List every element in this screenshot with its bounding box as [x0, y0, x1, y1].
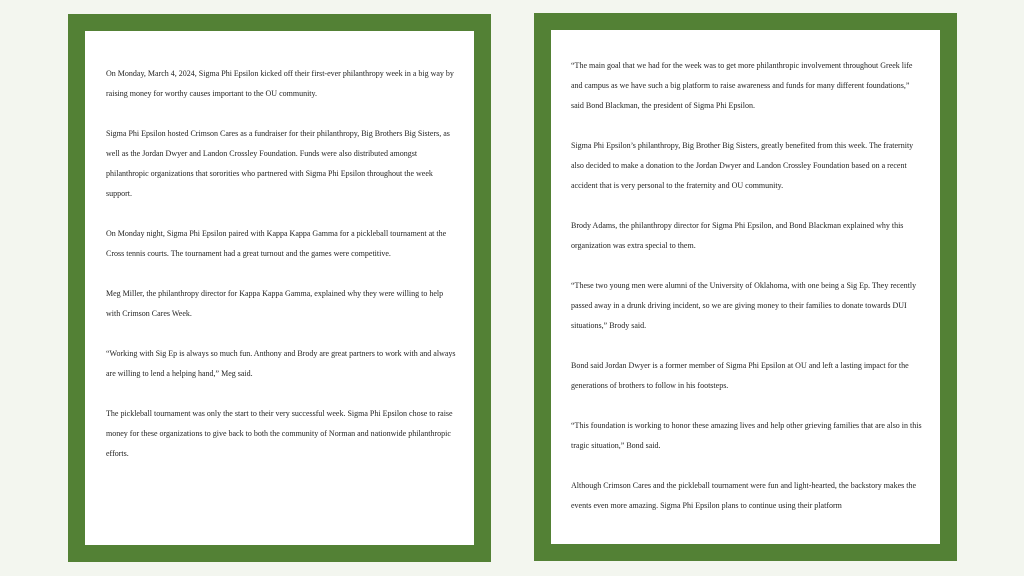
paragraph: Bond said Jordan Dwyer is a former member of Sigma Phi Epsilon at OU and left a lasting impact for the generations of brothers to follow in his footsteps. [571, 361, 909, 390]
paragraph: Sigma Phi Epsilon’s philanthropy, Big Brother Big Sisters, greatly benefited from this week. The fraternity also decided to make a donation to the Jordan Dwyer and Landon Crossley Foundation based on a recent accident that is very personal to the fraternity and OU community. [571, 141, 914, 190]
paragraph: On Monday, March 4, 2024, Sigma Phi Epsilon kicked off their first-ever philanthropy week in a big way by raising money for worthy causes important to the OU community. [106, 69, 454, 98]
paragraph: “The main goal that we had for the week was to get more philanthropic involvement throughout Greek life and campus as we have such a big platform to raise awareness and funds for many different foundations,” said Bond Blackman, the president of Sigma Phi Epsilon. [571, 61, 913, 110]
left-page-frame [68, 14, 491, 562]
left-page-body [106, 64, 456, 484]
paragraph: Sigma Phi Epsilon hosted Crimson Cares as a fundraiser for their philanthropy, Big Brothers Big Sisters, as well as the Jordan Dwyer and Landon Crossley Foundation. Funds were also distributed amongst philanthropic organizations that sororities who partnered with Sigma Phi Epsilon throughout the week support. [106, 129, 450, 198]
paragraph: Meg Miller, the philanthropy director for Kappa Kappa Gamma, explained why they were willing to help with Crimson Cares Week. [106, 289, 444, 318]
paragraph: “Working with Sig Ep is always so much fun. Anthony and Brody are great partners to work with and always are willing to lend a helping hand,” Meg said. [106, 349, 456, 378]
paragraph: “This foundation is working to honor these amazing lives and help other grieving families that are also in this tragic situation,” Bond said. [571, 421, 922, 450]
paragraph: On Monday night, Sigma Phi Epsilon paired with Kappa Kappa Gamma for a pickleball tournament at the Cross tennis courts. The tournament had a great turnout and the games were competitive. [106, 229, 447, 258]
left-page [85, 31, 474, 545]
paragraph: Brody Adams, the philanthropy director for Sigma Phi Epsilon, and Bond Blackman explained why this organization was extra special to them. [571, 221, 904, 250]
right-page-body [571, 56, 922, 536]
right-page [551, 30, 940, 544]
right-page-frame [534, 13, 957, 561]
paragraph: Although Crimson Cares and the pickleball tournament were fun and light-hearted, the backstory makes the events even more amazing. Sigma Phi Epsilon plans to continue using their platform [571, 481, 917, 510]
paragraph: The pickleball tournament was only the start to their very successful week. Sigma Phi Epsilon chose to raise money for these organizations to give back to both the community of Norman and nationwide philanthropic efforts. [106, 409, 453, 458]
paragraph: “These two young men were alumni of the University of Oklahoma, with one being a Sig Ep. They recently passed away in a drunk driving incident, so we are giving money to their families to donate towards DUI situations,” Brody said. [571, 281, 917, 330]
